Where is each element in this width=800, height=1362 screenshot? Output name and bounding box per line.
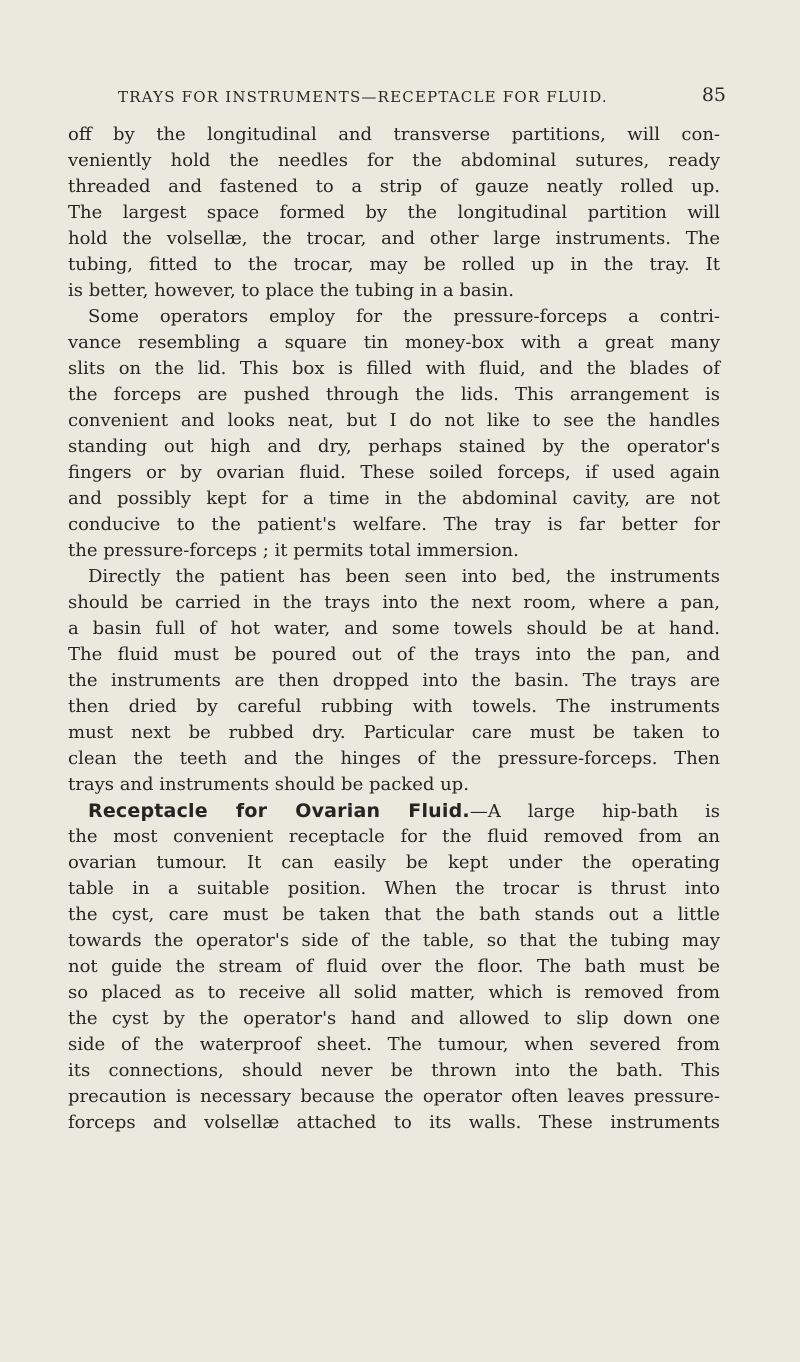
text-line: then dried by careful rubbing with towels. The instruments	[68, 696, 720, 717]
heading-line-rest: —A large hip-bath is	[469, 801, 720, 822]
text-line: Directly the patient has been seen into bed, the instruments	[88, 566, 720, 587]
text-line: the cyst, care must be taken that the bath stands out a little	[68, 904, 720, 925]
text-line	[68, 798, 720, 824]
page-number: 85	[701, 84, 726, 106]
text-line: the instruments are then dropped into the basin. The trays are	[68, 670, 720, 691]
text-line: and possibly kept for a time in the abdominal cavity, are not	[68, 488, 720, 509]
text-line: veniently hold the needles for the abdominal sutures, ready	[68, 150, 720, 171]
text-line: threaded and fastened to a strip of gauze neatly rolled up.	[68, 176, 720, 197]
text-line: is better, however, to place the tubing in a basin.	[68, 280, 514, 301]
section-heading: Receptacle for Ovarian Fluid.	[88, 800, 470, 822]
text-line: slits on the lid. This box is filled with fluid, and the blades of	[68, 358, 720, 379]
text-line: must next be rubbed dry. Particular care must be taken to	[68, 722, 720, 743]
text-line: precaution is necessary because the operator often leaves pressure-	[68, 1086, 720, 1107]
text-line: a basin full of hot water, and some towels should be at hand.	[68, 618, 720, 639]
text-line: not guide the stream of fluid over the floor. The bath must be	[68, 956, 720, 977]
text-line: hold the volsellæ, the trocar, and other large instruments. The	[68, 228, 720, 249]
text-line: forceps and volsellæ attached to its walls. These instruments	[68, 1112, 720, 1133]
text-line: convenient and looks neat, but I do not like to see the handles	[68, 410, 720, 431]
paragraph-3	[68, 564, 720, 798]
text-line: trays and instruments should be packed up.	[68, 774, 469, 795]
body-text	[68, 122, 720, 1136]
text-line: vance resembling a square tin money-box with a great many	[68, 332, 720, 353]
paragraph-1	[68, 122, 720, 304]
text-line: The fluid must be poured out of the trays into the pan, and	[68, 644, 720, 665]
text-line: conducive to the patient's welfare. The tray is far better for	[68, 514, 720, 535]
text-line: The largest space formed by the longitudinal partition will	[68, 202, 720, 223]
text-line: the forceps are pushed through the lids. This arrangement is	[68, 384, 720, 405]
running-title: TRAYS FOR INSTRUMENTS—RECEPTACLE FOR FLUID.	[118, 88, 608, 106]
text-line: ovarian tumour. It can easily be kept under the operating	[68, 852, 720, 873]
text-line: the pressure-forceps ; it permits total immersion.	[68, 540, 519, 561]
paragraph-4	[68, 798, 720, 1136]
text-line: so placed as to receive all solid matter, which is removed from	[68, 982, 720, 1003]
text-line: its connections, should never be thrown into the bath. This	[68, 1060, 720, 1081]
text-line: table in a suitable position. When the trocar is thrust into	[68, 878, 720, 899]
text-line: the most convenient receptacle for the fluid removed from an	[68, 826, 720, 847]
text-line: should be carried in the trays into the next room, where a pan,	[68, 592, 720, 613]
text-line: side of the waterproof sheet. The tumour, when severed from	[68, 1034, 720, 1055]
text-line: fingers or by ovarian fluid. These soiled forceps, if used again	[68, 462, 720, 483]
running-head	[60, 84, 726, 112]
text-line: off by the longitudinal and transverse partitions, will con-	[68, 124, 720, 145]
text-line: the cyst by the operator's hand and allowed to slip down one	[68, 1008, 720, 1029]
paragraph-2	[68, 304, 720, 564]
text-line: tubing, fitted to the trocar, may be rolled up in the tray. It	[68, 254, 720, 275]
text-line: towards the operator's side of the table, so that the tubing may	[68, 930, 720, 951]
text-line: Some operators employ for the pressure-forceps a contri-	[88, 306, 720, 327]
text-line: clean the teeth and the hinges of the pressure-forceps. Then	[68, 748, 720, 769]
text-line: standing out high and dry, perhaps stained by the operator's	[68, 436, 720, 457]
